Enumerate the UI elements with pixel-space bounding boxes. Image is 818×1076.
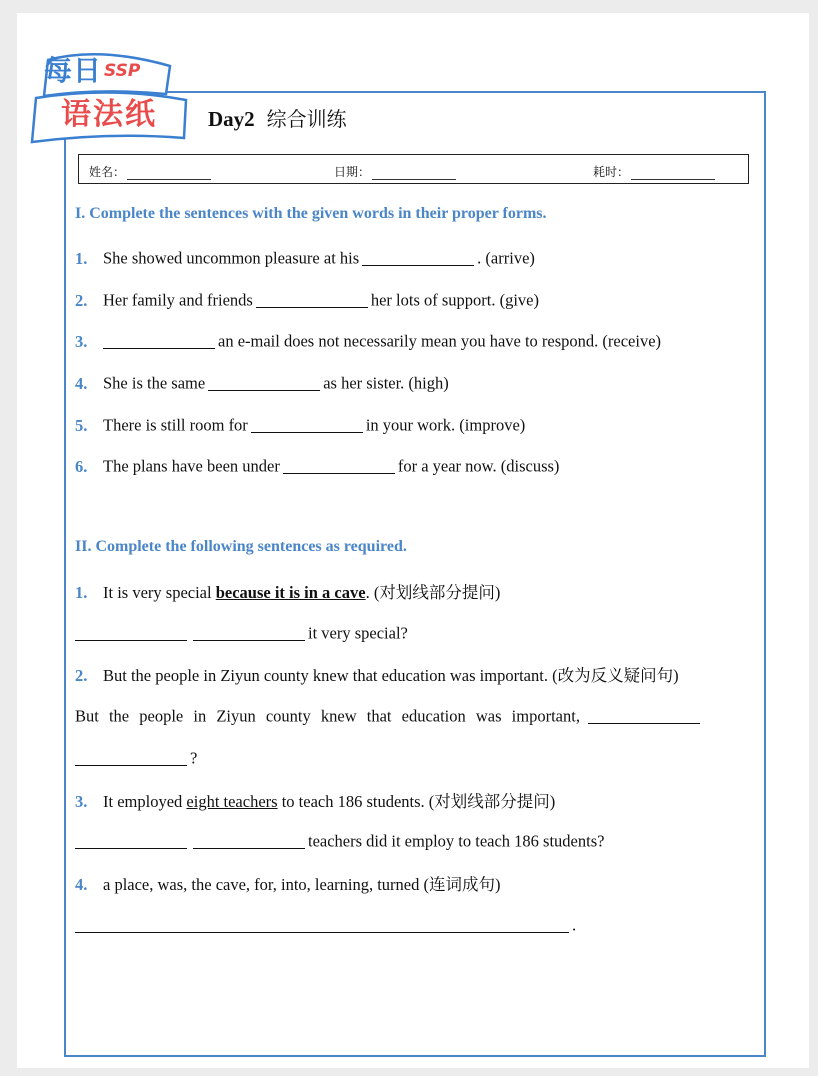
date-label: 日期：: [334, 165, 371, 179]
page-title: [208, 103, 347, 132]
section1-heading: I. Complete the sentences with the given words in their proper forms.: [75, 205, 547, 222]
logo-bottom: [31, 92, 187, 138]
title-subtitle: 综合训练: [266, 107, 347, 131]
answer-blank[interactable]: [75, 915, 569, 933]
s2-answer-4: .: [75, 913, 576, 936]
answer-blank[interactable]: [362, 248, 474, 266]
answer-blank[interactable]: [75, 748, 187, 766]
answer-blank[interactable]: [283, 456, 395, 474]
answer-blank[interactable]: [75, 623, 187, 641]
answer-blank[interactable]: [251, 415, 363, 433]
answer-blank[interactable]: [588, 706, 700, 724]
time-label: 耗时：: [593, 165, 630, 179]
s2-answer-2-line1: But the people in Ziyun county knew that education was important,: [75, 704, 757, 727]
s2-question-1: 1. It is very special because it is in a cave. (对划线部分提问): [75, 583, 501, 602]
answer-blank[interactable]: [256, 290, 368, 308]
underlined-phrase: because it is in a cave: [215, 583, 366, 602]
s2-question-3: 3. It employed eight teachers to teach 186 students. (对划线部分提问): [75, 792, 556, 811]
section2-heading: II. Complete the following sentences as required.: [75, 538, 407, 555]
logo-text-ssp: SSP: [104, 61, 141, 81]
s2-answer-3: teachers did it employ to teach 186 students?: [75, 829, 604, 852]
s1-item: 3. an e-mail does not necessarily mean you have to respond. (receive): [75, 331, 662, 351]
time-field[interactable]: [593, 163, 715, 180]
logo-text-daily: 每日: [44, 54, 103, 87]
s1-item: 4. She is the same as her sister. (high): [75, 373, 449, 393]
s1-item: 1. She showed uncommon pleasure at his . (arrive): [75, 248, 535, 268]
name-label: 姓名：: [89, 165, 126, 179]
time-line[interactable]: [631, 168, 715, 180]
s2-answer-2-line2: ?: [75, 746, 197, 769]
s2-question-4: 4. a place, was, the cave, for, into, learning, turned (连词成句): [75, 875, 501, 894]
s2-answer-1: it very special?: [75, 621, 408, 644]
s1-item: 2. Her family and friends her lots of support. (give): [75, 290, 540, 310]
date-field[interactable]: [334, 163, 456, 180]
name-line[interactable]: [127, 168, 211, 180]
s2-question-2: 2. But the people in Ziyun county knew that education was important. (改为反义疑问句): [75, 666, 679, 685]
day-label: Day2: [208, 107, 255, 131]
logo-top: [44, 48, 140, 94]
answer-blank[interactable]: [193, 831, 305, 849]
underlined-phrase: eight teachers: [186, 792, 278, 811]
s1-item: 5. There is still room for in your work. (improve): [75, 415, 526, 435]
answer-blank[interactable]: [208, 373, 320, 391]
s1-item: 6. The plans have been under for a year now. (discuss): [75, 456, 560, 476]
name-field[interactable]: [89, 163, 211, 180]
date-line[interactable]: [372, 168, 456, 180]
answer-blank[interactable]: [75, 831, 187, 849]
answer-blank[interactable]: [103, 331, 215, 349]
student-info-box: [78, 154, 749, 184]
answer-blank[interactable]: [193, 623, 305, 641]
logo-text-grammar: 语法纸: [61, 97, 157, 132]
